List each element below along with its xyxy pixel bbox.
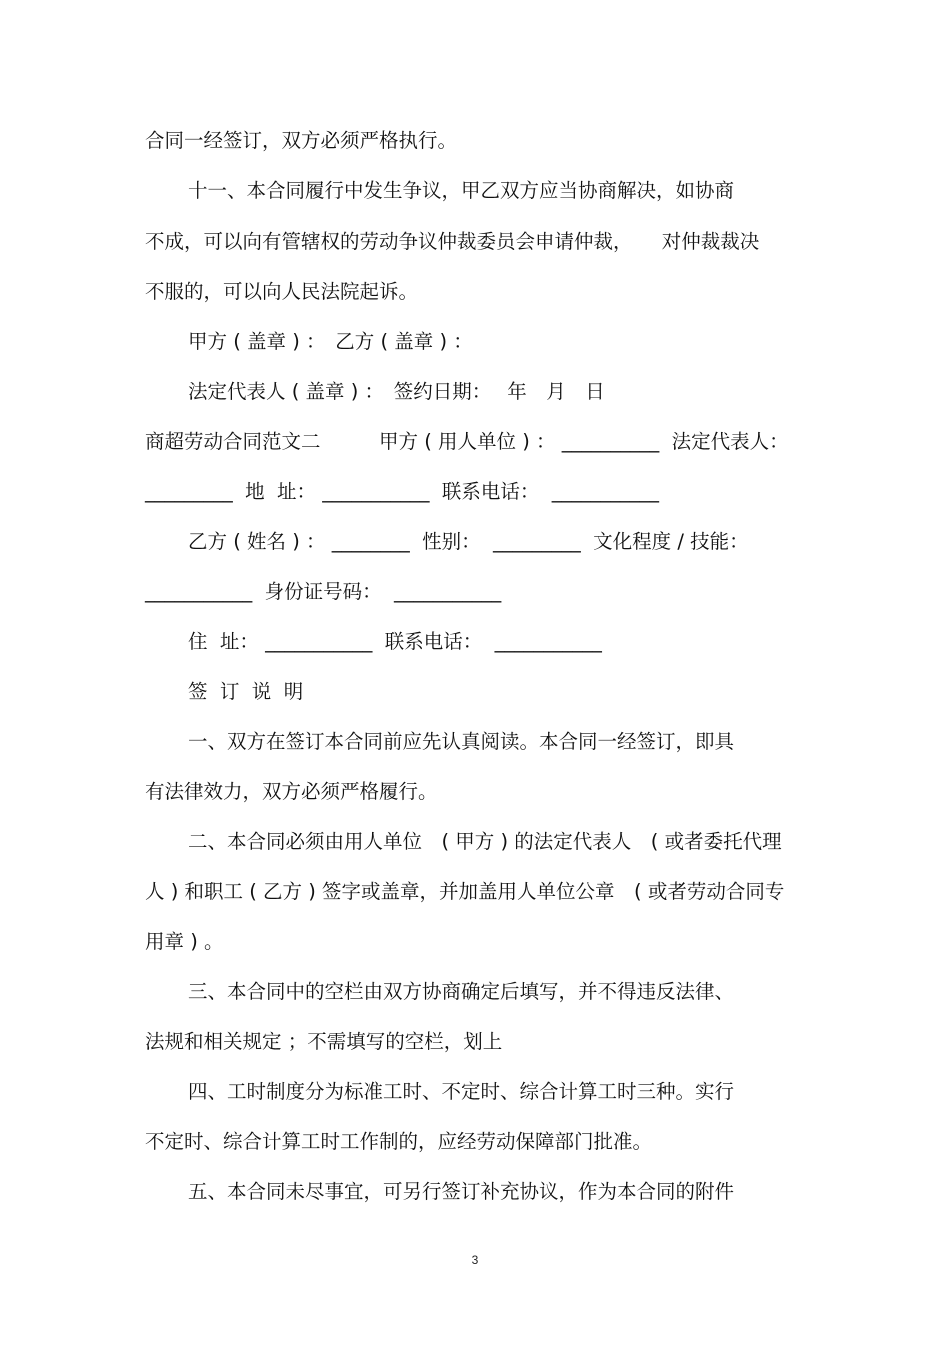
signature-line-parties: 甲方 ( 盖章 ) ： 乙方 ( 盖章 ) ：: [188, 330, 473, 353]
text-line-17: 用章 ) 。: [145, 930, 224, 953]
text-line-22: 五、本合同未尽事宜，可另行签订补充协议，作为本合同的附件: [188, 1180, 735, 1203]
text-line-15: 二、本合同必须由用人单位 ( 甲方 ) 的法定代表人 ( 或者委托代理: [188, 830, 782, 853]
text-line-19: 法规和相关规定 ；不需填写的空栏，划上: [145, 1030, 503, 1053]
text-line-20: 四、工时制度分为标准工时、不定时、综合计算工时三种。实行: [188, 1080, 735, 1103]
address-line-party-b: 住 址： ___________ 联系电话： ___________: [188, 630, 602, 653]
page-number: 3: [471, 1253, 479, 1267]
text-line-2: 十一、本合同履行中发生争议，甲乙双方应当协商解决，如协商: [188, 179, 735, 202]
text-line-14: 有法律效力，双方必须严格履行。: [145, 780, 438, 803]
party-b-line: 乙方 ( 姓名 ) ： ________ 性别： _________ 文化程度 / 技能：: [188, 530, 749, 553]
signature-line-representative: 法定代表人 ( 盖章 ) ： 签约日期： 年 月 日: [188, 380, 605, 403]
text-line-18: 三、本合同中的空栏由双方协商确定后填写，并不得违反法律、: [188, 980, 735, 1003]
text-line-21: 不定时、综合计算工时工作制的，应经劳动保障部门批准。: [145, 1130, 653, 1153]
text-line-3: 不成，可以向有管辖权的劳动争议仲裁委员会申请仲裁， 对仲裁裁决: [145, 230, 760, 253]
address-line-party-a: _________ 地 址： ___________ 联系电话： ___________: [145, 480, 660, 503]
text-line-1: 合同一经签订，双方必须严格执行。: [145, 129, 458, 152]
id-number-line: ___________ 身份证号码： ___________: [145, 580, 502, 603]
instructions-heading: 签 订 说 明: [188, 680, 304, 703]
text-line-13: 一、双方在签订本合同前应先认真阅读。本合同一经签订，即具: [188, 730, 735, 753]
text-line-16: 人 ) 和职工 ( 乙方 ) 签字或盖章，并加盖用人单位公章 ( 或者劳动合同专: [145, 880, 785, 903]
text-line-4: 不服的，可以向人民法院起诉。: [145, 280, 419, 303]
section-title-line: 商超劳动合同范文二 甲方 ( 用人单位 ) ： __________ 法定代表人：: [145, 430, 789, 453]
